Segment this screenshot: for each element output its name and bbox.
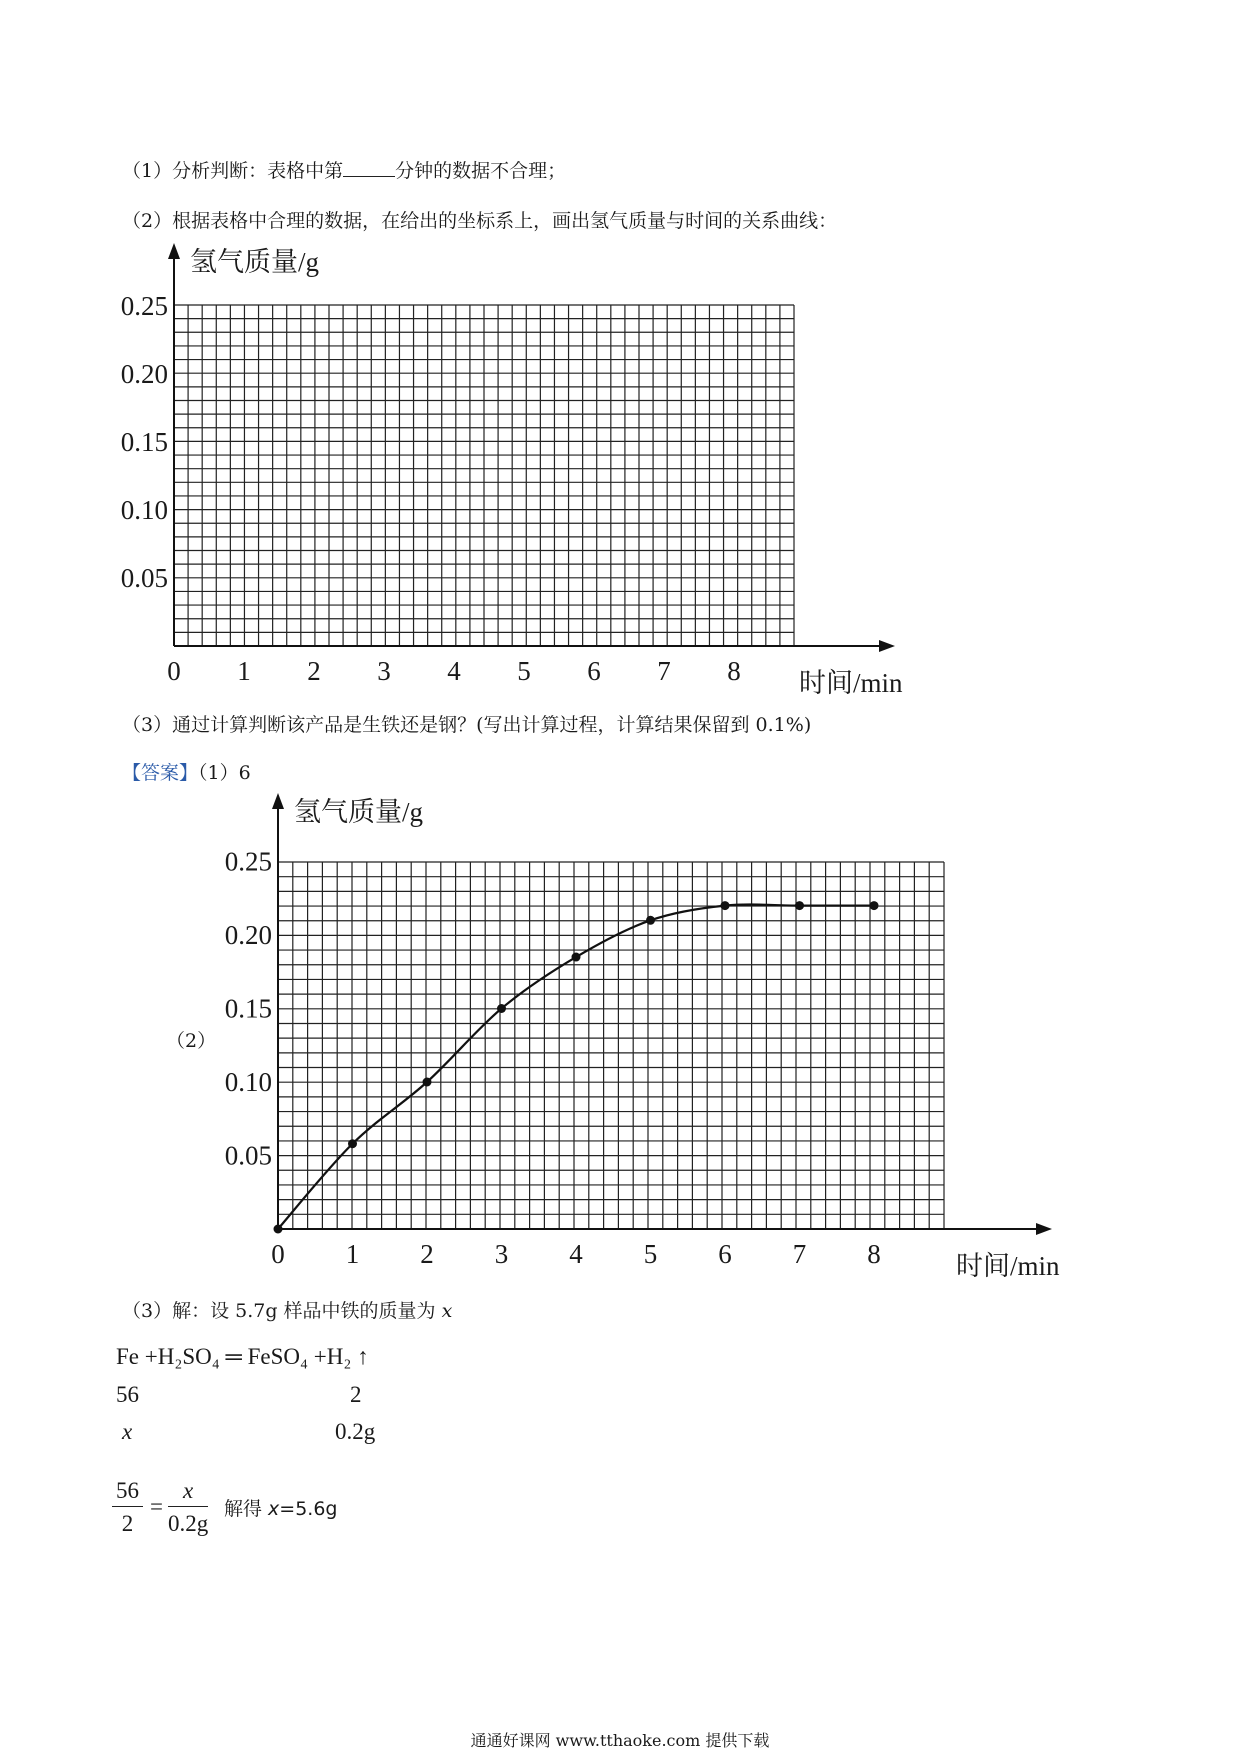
question-2: （2）根据表格中合理的数据，在给出的坐标系上，画出氢气质量与时间的关系曲线： — [122, 210, 838, 232]
answer-3-intro-text: （3）解：设 5.7g 样品中铁的质量为 — [122, 1300, 442, 1322]
y-tick-label: 0.05 — [224, 1140, 272, 1171]
fraction-2-denominator: 0.2g — [168, 1511, 209, 1536]
solution-var: x — [268, 1498, 280, 1520]
x-tick-label: 6 — [587, 656, 601, 686]
x-tick-label: 2 — [307, 656, 321, 686]
x-tick-label: 3 — [377, 656, 391, 686]
x-tick-label: 8 — [867, 1239, 881, 1269]
data-point — [423, 1078, 432, 1087]
y-tick-label: 0.20 — [224, 920, 272, 950]
x-tick-label: 7 — [657, 656, 671, 686]
data-point — [646, 916, 655, 925]
fraction-56-over-2 — [112, 1478, 143, 1537]
fraction-1-denominator: 2 — [121, 1511, 134, 1536]
answer-tag: 【答案】 — [122, 762, 199, 784]
y-tick-label: 0.15 — [120, 427, 168, 457]
y-axis-label: 氢气质量/g — [294, 797, 424, 827]
ratio-fe: 56 — [116, 1382, 139, 1407]
x-tick-label: 8 — [727, 656, 741, 686]
y-axis-label: 氢气质量/g — [190, 247, 320, 277]
x-tick-label: 0 — [167, 656, 181, 686]
answer-1-text: （1）6 — [198, 762, 251, 784]
x-tick-label: 1 — [237, 656, 251, 686]
data-point — [721, 901, 730, 910]
x-tick-label: 0 — [271, 1239, 285, 1269]
y-tick-label: 0.20 — [120, 359, 168, 389]
data-point — [348, 1139, 357, 1148]
x-tick-label: 6 — [718, 1239, 732, 1269]
y-tick-label: 0.10 — [224, 1067, 272, 1097]
x-tick-label: 2 — [420, 1239, 434, 1269]
footer: 通通好课网 www.tthaoke.com 提供下载 — [470, 1731, 770, 1750]
ratio-h2: 2 — [350, 1382, 362, 1407]
unknown-x: x — [122, 1419, 133, 1444]
data-point — [497, 1004, 506, 1013]
x-axis-label: 时间/min — [956, 1251, 1060, 1281]
x-tick-label: 7 — [792, 1239, 807, 1269]
question-1-suffix: 分钟的数据不合理； — [395, 160, 567, 182]
known-mass: 0.2g — [335, 1419, 376, 1444]
x-tick-label: 3 — [494, 1239, 509, 1269]
y-tick-label: 0.25 — [120, 291, 168, 321]
data-point — [870, 901, 879, 910]
x-tick-label: 4 — [447, 656, 461, 686]
grid — [278, 862, 944, 1229]
y-tick-label: 0.15 — [224, 993, 272, 1024]
chemical-equation: Fe +H₂SO₄ ═ FeSO₄ +H₂ ↑ — [116, 1344, 369, 1369]
y-tick-label: 0.05 — [120, 563, 168, 593]
data-point — [795, 901, 804, 910]
equals-sign: = — [150, 1494, 163, 1519]
x-tick-label: 5 — [517, 656, 531, 686]
data-point — [274, 1225, 283, 1234]
y-tick-label: 0.25 — [224, 846, 272, 877]
x-axis-arrow — [1036, 1223, 1052, 1235]
solution-value: =5.6g — [279, 1498, 338, 1520]
solution — [224, 1494, 338, 1521]
x-tick-label: 5 — [643, 1239, 658, 1269]
fraction-x-over-02g — [168, 1478, 208, 1537]
solution-prefix: 解得 — [224, 1498, 269, 1520]
question-1-prefix: （1）分析判断：表格中第 — [122, 160, 344, 182]
answer-3-intro-var: x — [441, 1300, 453, 1322]
x-tick-label: 4 — [569, 1239, 583, 1269]
data-point — [572, 953, 581, 962]
answer-3-intro — [122, 1296, 452, 1323]
fraction-1-numerator: 56 — [112, 1478, 143, 1507]
question-3: （3）通过计算判断该产品是生铁还是钢？(写出计算过程，计算结果保留到 0.1%) — [122, 714, 812, 736]
answer-2-label: （2） — [166, 1030, 217, 1052]
x-axis-label: 时间/min — [799, 668, 903, 698]
y-axis-arrow — [272, 793, 284, 809]
y-tick-label: 0.10 — [120, 495, 168, 525]
x-tick-label: 1 — [345, 1239, 360, 1269]
fraction-2-numerator: x — [168, 1478, 208, 1507]
